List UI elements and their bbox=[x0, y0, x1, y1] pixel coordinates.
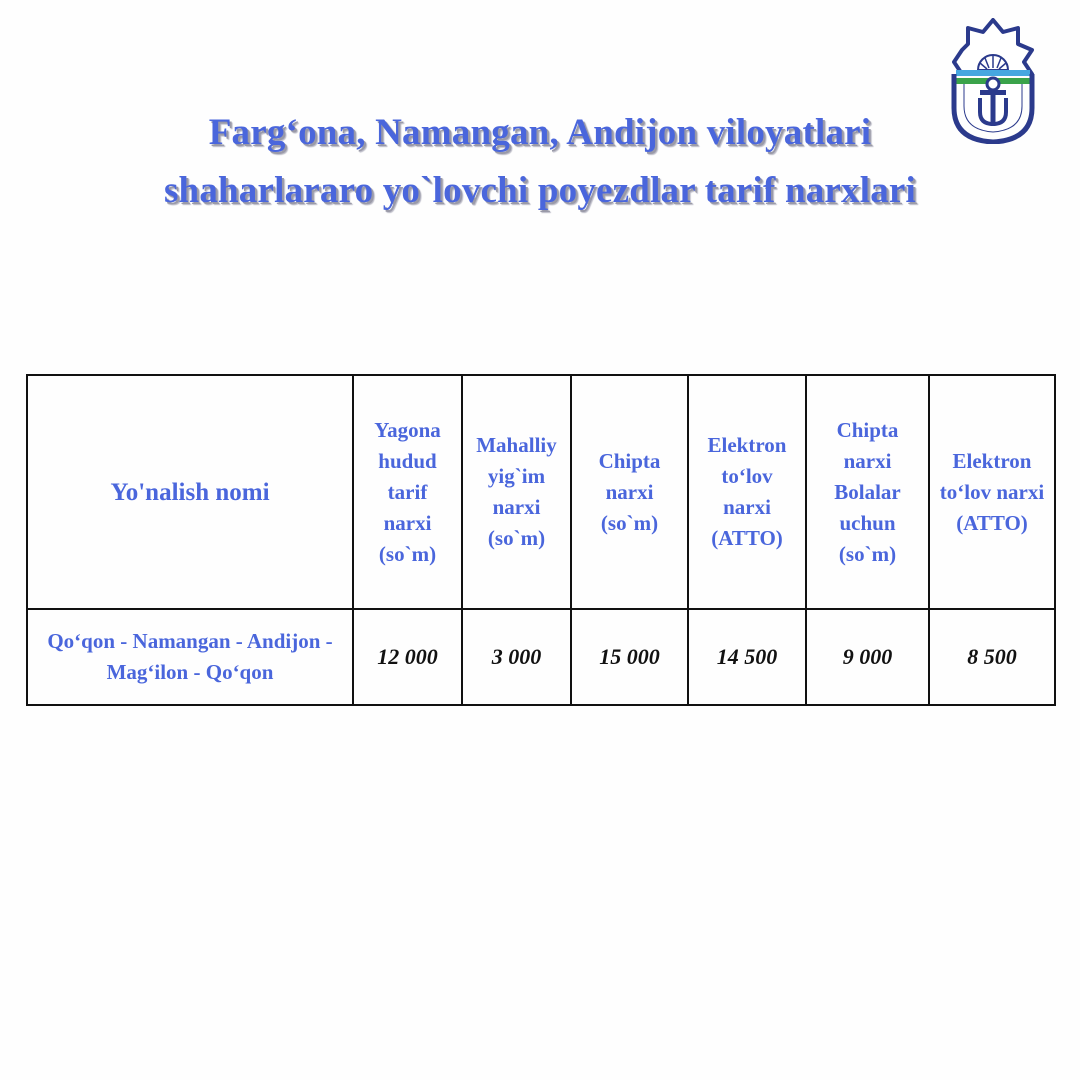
table-header-row bbox=[27, 375, 1055, 609]
header-text: narxi bbox=[605, 479, 654, 504]
header-text: Bolalar bbox=[834, 479, 901, 504]
header-text: narxi bbox=[723, 495, 771, 519]
title-line-1: Farg‘ona, Namangan, Andijon viloyatlari bbox=[208, 112, 872, 153]
header-text: (ATTO) bbox=[956, 510, 1028, 535]
header-local-fee bbox=[462, 375, 571, 609]
header-text: to‘lov narxi bbox=[939, 479, 1045, 504]
header-child-electronic-payment bbox=[929, 375, 1055, 609]
header-text: tarif bbox=[387, 479, 428, 504]
route-text: Qo‘qon - Namangan - Andijon - bbox=[47, 629, 333, 653]
header-text: to‘lov bbox=[721, 464, 773, 488]
page-title bbox=[0, 104, 1080, 220]
header-text: Elektron bbox=[707, 433, 787, 457]
route-text: Mag‘ilon - Qo‘qon bbox=[106, 660, 274, 684]
child-electronic-payment-value: 8 500 bbox=[929, 609, 1055, 705]
header-text: uchun bbox=[839, 510, 896, 535]
header-unified-tariff bbox=[353, 375, 462, 609]
child-ticket-price-value: 9 000 bbox=[806, 609, 929, 705]
ticket-price-value: 15 000 bbox=[571, 609, 688, 705]
header-text: Chipta bbox=[598, 448, 661, 473]
header-text: Yagona bbox=[374, 417, 441, 442]
header-route-name bbox=[27, 375, 353, 609]
header-text: (so`m) bbox=[487, 526, 546, 550]
header-text: Yo'nalish nomi bbox=[110, 478, 270, 506]
title-line-2: shaharlararo yo`lovchi poyezdlar tarif narxlari bbox=[163, 170, 917, 211]
header-text: yig`im bbox=[487, 464, 546, 488]
header-text: (ATTO) bbox=[711, 526, 783, 550]
header-electronic-payment bbox=[688, 375, 806, 609]
tariff-table bbox=[26, 374, 1056, 706]
header-text: hudud bbox=[378, 448, 437, 473]
header-text: narxi bbox=[843, 448, 892, 473]
header-text: narxi bbox=[383, 510, 432, 535]
header-text: narxi bbox=[492, 495, 541, 519]
header-text: (so`m) bbox=[838, 541, 897, 566]
header-text: Chipta bbox=[836, 417, 899, 442]
local-fee-value: 3 000 bbox=[462, 609, 571, 705]
header-text: Mahalliy bbox=[476, 433, 557, 457]
route-name-cell bbox=[27, 609, 353, 705]
header-child-ticket-price bbox=[806, 375, 929, 609]
unified-tariff-value: 12 000 bbox=[353, 609, 462, 705]
header-text: Elektron bbox=[952, 448, 1032, 473]
header-ticket-price bbox=[571, 375, 688, 609]
table-row bbox=[27, 609, 1055, 705]
electronic-payment-value: 14 500 bbox=[688, 609, 806, 705]
header-text: (so`m) bbox=[378, 541, 437, 566]
header-text: (so`m) bbox=[600, 510, 659, 535]
